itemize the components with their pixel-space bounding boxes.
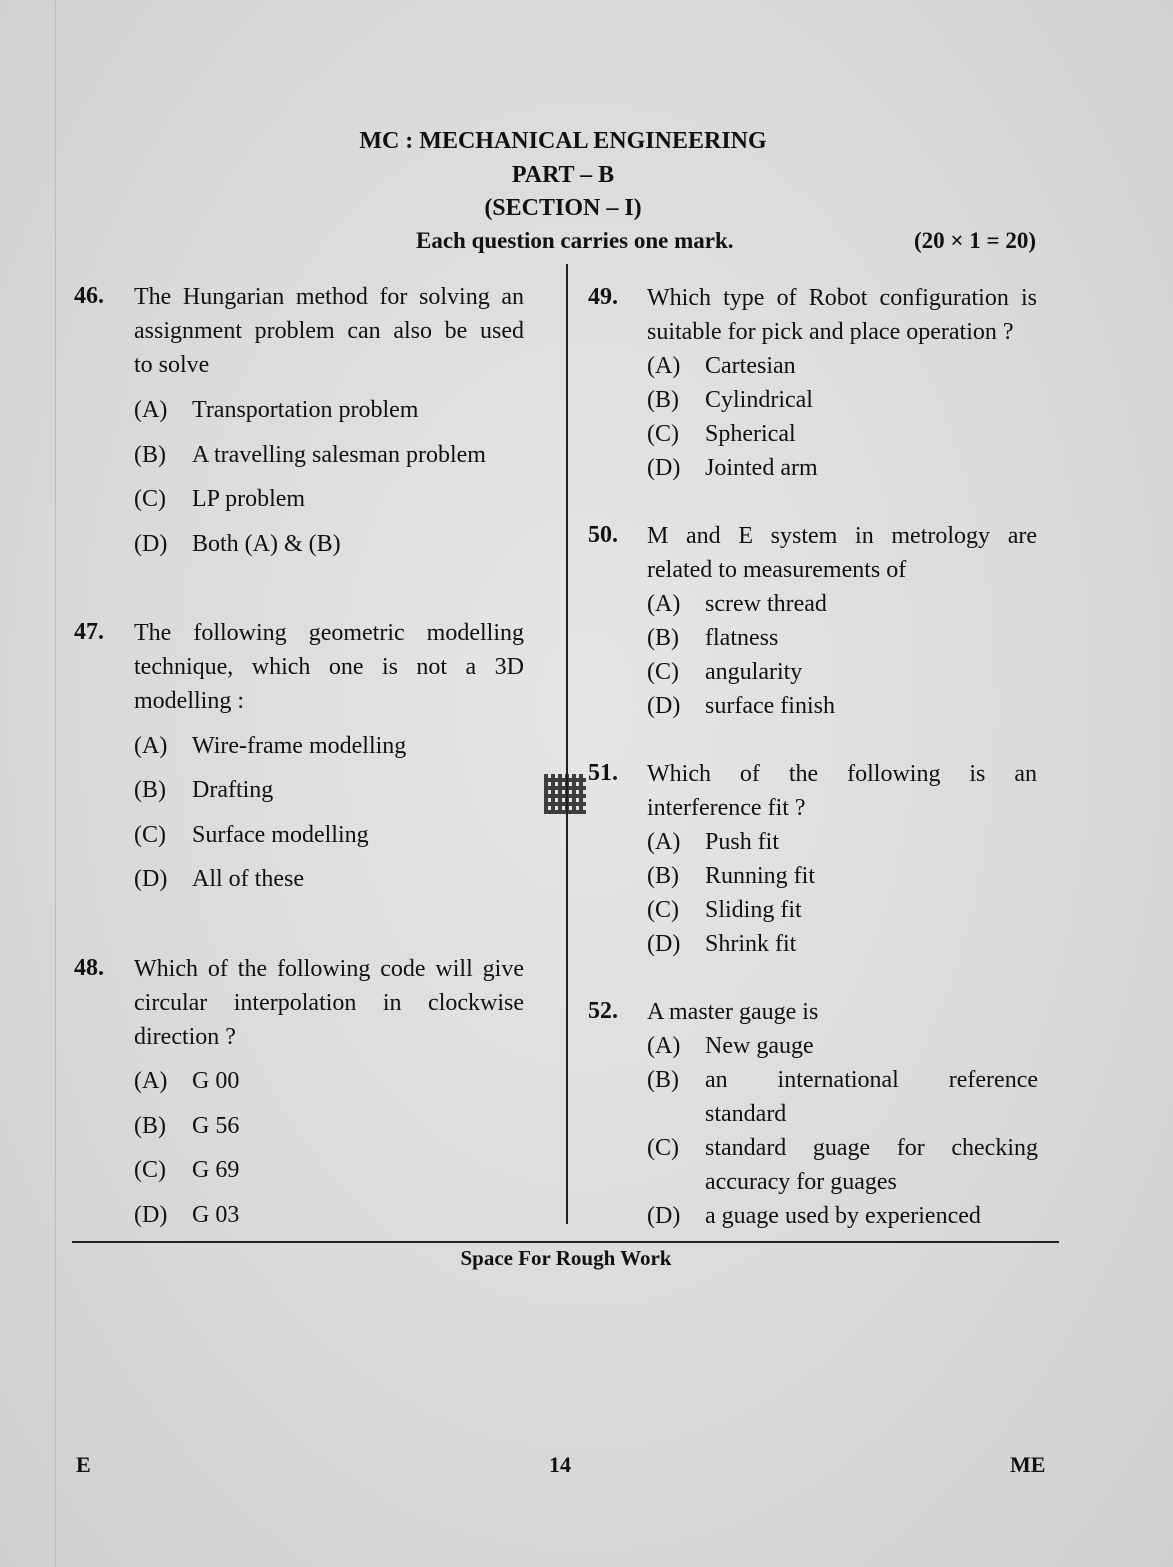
qr-code-icon [544, 774, 586, 814]
option-text: flatness [705, 625, 779, 651]
option-text: an international reference [705, 1067, 1038, 1093]
option-text: Spherical [705, 421, 796, 447]
question-line: interference fit ? [647, 795, 806, 821]
option-d[interactable] [134, 527, 341, 561]
question-line: related to measurements of [647, 557, 907, 583]
option-b[interactable] [134, 773, 273, 807]
option-c[interactable] [647, 417, 796, 451]
question-line: direction ? [134, 1024, 236, 1050]
column-divider [566, 264, 568, 1224]
part-heading: PART – B [511, 162, 615, 188]
option-d[interactable] [647, 1199, 981, 1233]
question-line: assignment problem can also be used [134, 318, 524, 344]
question-line: modelling : [134, 688, 244, 714]
option-b[interactable] [647, 621, 778, 655]
option-c[interactable] [134, 482, 305, 516]
option-a[interactable] [647, 349, 796, 383]
question-line: circular interpolation in clockwise [134, 990, 524, 1016]
option-a[interactable] [134, 729, 406, 763]
option-d[interactable] [647, 927, 796, 961]
option-label: (A) [647, 353, 681, 379]
question-line: suitable for pick and place operation ? [647, 319, 1014, 345]
question-text [134, 616, 524, 718]
option-text: Surface modelling [192, 822, 369, 848]
option-label: (C) [647, 897, 679, 923]
question-number: 48. [74, 955, 104, 981]
option-label: (B) [647, 625, 679, 651]
question-line: to solve [134, 352, 210, 378]
option-b[interactable] [647, 383, 813, 417]
page-title: MC : MECHANICAL ENGINEERING [359, 128, 767, 154]
option-text: Both (A) & (B) [192, 531, 341, 557]
option-a[interactable] [647, 825, 779, 859]
option-text: All of these [192, 866, 304, 892]
question-number: 51. [588, 760, 618, 786]
question-line: The Hungarian method for solving an [134, 284, 524, 310]
option-label: (D) [647, 455, 681, 481]
question-text [134, 280, 524, 382]
option-label: (C) [134, 486, 166, 512]
footer-language-code: E [76, 1452, 91, 1477]
option-text: New gauge [705, 1033, 814, 1059]
question-line: Which of the following is an [647, 761, 1037, 787]
question-text [647, 757, 1037, 825]
option-label: (C) [647, 659, 679, 685]
option-text: angularity [705, 659, 803, 685]
option-text: A travelling salesman problem [192, 442, 486, 468]
marks-instruction-row [416, 228, 1036, 254]
question-line: Which of the following code will give [134, 956, 524, 982]
question-line: The following geometric modelling [134, 620, 524, 646]
question-line: Which type of Robot configuration is [647, 285, 1037, 311]
option-text: Cartesian [705, 353, 796, 379]
option-text: Cylindrical [705, 387, 813, 413]
option-c[interactable] [647, 1131, 1038, 1199]
option-b[interactable] [134, 1109, 239, 1143]
option-a[interactable] [134, 1064, 239, 1098]
footer-subject-code: ME [1010, 1452, 1046, 1477]
option-c[interactable] [134, 1153, 239, 1187]
option-label: (B) [134, 777, 166, 803]
option-text: Wire-frame modelling [192, 733, 407, 759]
option-text: Push fit [705, 829, 780, 855]
option-text: G 00 [192, 1068, 240, 1094]
option-d[interactable] [647, 451, 818, 485]
option-label: (A) [647, 829, 681, 855]
option-text: standard guage for checking [705, 1135, 1038, 1161]
question-number: 52. [588, 998, 618, 1024]
option-text: G 56 [192, 1113, 240, 1139]
rough-work-label: Space For Rough Work [460, 1246, 672, 1270]
option-text: surface finish [705, 693, 835, 719]
page-number: 14 [549, 1452, 571, 1477]
option-text-continued: standard [705, 1101, 787, 1127]
question-number: 47. [74, 619, 104, 645]
option-text: Drafting [192, 777, 274, 803]
option-a[interactable] [134, 393, 418, 427]
question-line: technique, which one is not a 3D [134, 654, 524, 680]
option-text: Transportation problem [192, 397, 419, 423]
option-text: Running fit [705, 863, 816, 889]
question-text [134, 952, 524, 1054]
option-label: (D) [134, 1202, 168, 1228]
option-text: G 69 [192, 1157, 240, 1183]
option-text: Sliding fit [705, 897, 802, 923]
option-b[interactable] [647, 859, 815, 893]
option-d[interactable] [647, 689, 835, 723]
option-a[interactable] [647, 1029, 814, 1063]
option-label: (A) [134, 397, 168, 423]
option-text: screw thread [705, 591, 827, 617]
page-margin-line [55, 0, 56, 1567]
question-number: 49. [588, 284, 618, 310]
option-label: (D) [647, 1203, 681, 1229]
option-text: Jointed arm [705, 455, 818, 481]
option-label: (A) [647, 591, 681, 617]
question-number: 50. [588, 522, 618, 548]
option-label: (A) [134, 733, 168, 759]
option-c[interactable] [647, 893, 802, 927]
option-d[interactable] [134, 1198, 239, 1232]
question-number: 46. [74, 283, 104, 309]
option-text: Shrink fit [705, 931, 797, 957]
option-label: (D) [134, 866, 168, 892]
marks-total: (20 × 1 = 20) [913, 228, 1036, 253]
option-label: (D) [134, 531, 168, 557]
option-label: (A) [647, 1033, 681, 1059]
option-label: (B) [134, 1113, 166, 1139]
option-c[interactable] [647, 655, 802, 689]
option-b[interactable] [647, 1063, 1038, 1131]
option-label: (A) [134, 1068, 168, 1094]
option-c[interactable] [134, 818, 369, 852]
option-label: (B) [647, 1067, 679, 1093]
option-label: (C) [134, 1157, 166, 1183]
question-line: M and E system in metrology are [647, 523, 1037, 549]
option-label: (B) [134, 442, 166, 468]
option-a[interactable] [647, 587, 827, 621]
option-label: (B) [647, 863, 679, 889]
option-label: (C) [134, 822, 166, 848]
question-line: A master gauge is [647, 999, 819, 1025]
option-text: LP problem [192, 486, 306, 512]
option-text: a guage used by experienced [705, 1203, 981, 1229]
option-label: (B) [647, 387, 679, 413]
question-text [647, 281, 1037, 349]
option-label: (D) [647, 693, 681, 719]
question-text [647, 519, 1037, 587]
option-label: (C) [647, 1135, 679, 1161]
rough-work-rule [72, 1241, 1059, 1243]
option-text-continued: accuracy for guages [705, 1169, 897, 1195]
option-label: (D) [647, 931, 681, 957]
option-text: G 03 [192, 1202, 240, 1228]
option-label: (C) [647, 421, 679, 447]
question-text [647, 995, 1037, 1029]
instruction-text: Each question carries one mark. [416, 228, 734, 253]
section-heading: (SECTION – I) [484, 195, 642, 221]
option-d[interactable] [134, 862, 304, 896]
option-b[interactable] [134, 438, 486, 472]
